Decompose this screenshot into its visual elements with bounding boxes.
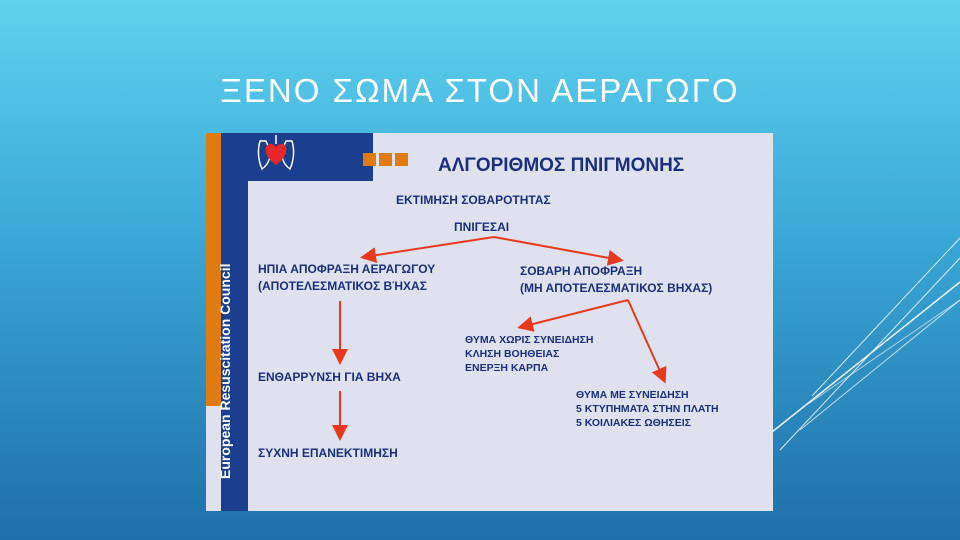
flow-arrows (206, 133, 773, 511)
algorithm-title: ΑΛΓΟΡΙΘΜΟΣ ΠΝΙΓΜΟΝΗΣ (438, 155, 685, 176)
conscious-line1: ΘΥΜΑ ΜΕ ΣΥΝΕΙΔΗΣΗ (576, 389, 689, 401)
arrow-to-severe (494, 237, 620, 260)
conscious-line2: 5 ΚΤΥΠΗΜΑΤΑ ΣΤΗΝ ΠΛΑΤΗ (576, 403, 719, 415)
arrow-to-conscious (628, 300, 664, 380)
arrow-to-unconscious (521, 300, 628, 327)
conscious-line3: 5 ΚΟΙΛΙΑΚΕΣ ΩΘΗΣΕΙΣ (576, 417, 691, 429)
encourage-cough-node: ΕΝΘΑΡΡΥΝΣΗ ΓΙΑ ΒΗΧΑ (258, 370, 401, 384)
erc-sidebar-label: European Resuscitation Council (217, 263, 233, 479)
assess-severity-label: ΕΚΤΙΜΗΣΗ ΣΟΒΑΡΟΤΗΤΑΣ (396, 193, 551, 207)
unconscious-line2: ΚΛΗΣΗ ΒΟΗΘΕΙΑΣ (465, 348, 560, 360)
choking-algorithm-image (206, 133, 773, 511)
arrow-to-mild (364, 237, 494, 257)
frequent-reassess-node: ΣΥΧΝΗ ΕΠΑΝΕΚΤΙΜΗΣΗ (258, 446, 398, 460)
unconscious-line3: ΕΝΕΡΞΗ ΚΑΡΠΑ (465, 362, 549, 374)
mild-obstruction-line1: ΗΠΙΑ ΑΠΟΦΡΑΞΗ ΑΕΡΑΓΩΓΟΥ (258, 262, 436, 276)
choking-label: ΠΝΙΓΕΣΑΙ (454, 220, 510, 234)
unconscious-line1: ΘΥΜΑ ΧΩΡΙΣ ΣΥΝΕΙΔΗΣΗ (465, 334, 594, 346)
slide-title: ΞΕΝΟ ΣΩΜΑ ΣΤΟΝ ΑΕΡΑΓΩΓΟ (220, 72, 740, 109)
severe-obstruction-line1: ΣΟΒΑΡΗ ΑΠΟΦΡΑΞΗ (520, 264, 643, 278)
mild-obstruction-line2: (ΑΠΟΤΕΛΕΣΜΑΤΙΚΟΣ ΒΉΧΑΣ (258, 279, 427, 293)
severe-obstruction-line2: (ΜΗ ΑΠΟΤΕΛΕΣΜΑΤΙΚΟΣ ΒΗΧΑΣ) (520, 281, 713, 295)
